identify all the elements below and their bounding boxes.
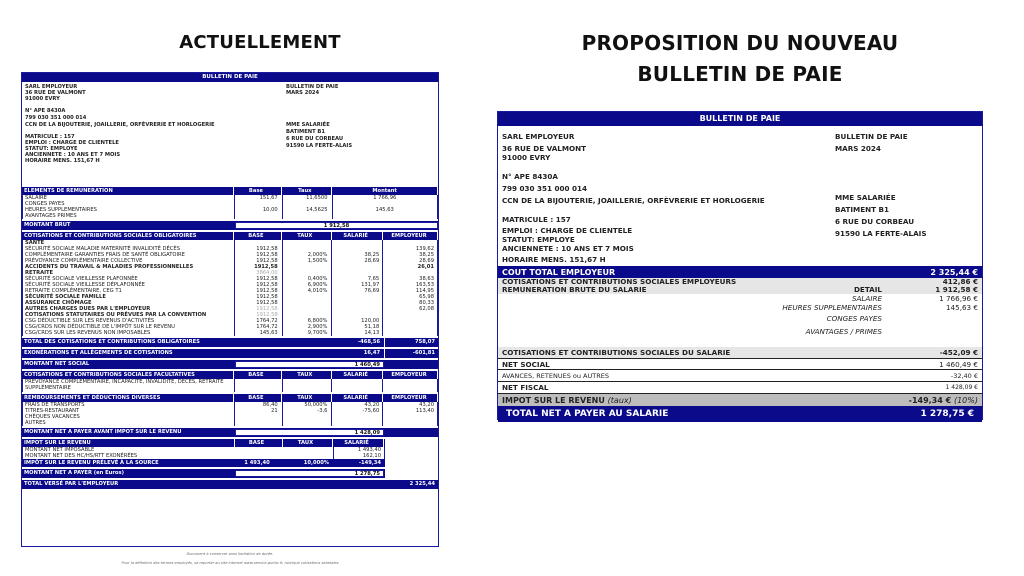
pas-row: IMPÔT SUR LE REVENU PRÉLEVÉ À LA SOURCE 1 493,40 10,000% -149,34 [22, 459, 385, 467]
table-row: ASSURANCE CHÔMAGE 1912,58 80,33 [23, 300, 438, 306]
remboursements-body [22, 402, 438, 426]
total-verse-row: TOTAL VERSÉ PAR L'EMPLOYEUR 2 325,44 [22, 480, 438, 489]
employer-ccn: CCN DE LA BIJOUTERIE, JOAILLERIE, ORFÈVRERIE ET HORLOGERIE [25, 122, 215, 128]
table-row: CSG DÉDUCTIBLE SUR LES REVENUS D'ACTIVITÉS 1764,72 6,800% 120,00 [23, 318, 438, 324]
employer-ccn: CCN DE LA BIJOUTERIE, JOAILLERIE, ORFÈVRERIE ET HORLOGERIE [502, 196, 765, 205]
table-row: COMPLÉMENTAIRE GARANTIES FRAIS DE SANTÉ OBLIGATOIRE 1912,58 2,000% 38,25 38,25 [23, 252, 438, 258]
table-row: MONTANT NET IMPOSABLE 1 493,40 [23, 447, 385, 453]
table-row: PRÉVOYANCE COMPLÉMENTAIRE, INCAPACITÉ, INVALIDITÉ, DÉCÈS, RETRAITE SUPPLÉMENTAIRE [23, 379, 438, 392]
net-a-payer-row: MONTANT NET A PAYER (en Euros) 1 278,75 [22, 469, 385, 478]
table-row: SÉCURITÉ SOCIALE MALADIE MATERNITÉ INVALIDITÉ DÉCÈS 1912,58 139,62 [23, 246, 438, 252]
employer-siret: 799 030 351 000 014 [25, 115, 87, 121]
cout-total-row: COUT TOTAL EMPLOYEUR 2 325,44 € [498, 266, 982, 278]
table-row: SÉCURITÉ SOCIALE VIEILLESSE PLAFONNÉE 1912,58 0,400% 7,65 38,63 [23, 276, 438, 282]
impot-header: IMPOT SUR LE REVENU BASE TAUX SALARIÉ [22, 439, 385, 447]
table-row: ACCIDENTS DU TRAVAIL & MALADIES PROFESSIONNELLES 1912,58 26,01 [23, 264, 438, 270]
employee-address1: BATIMENT B1 [286, 129, 325, 135]
heading-proposal-line2: BULLETIN DE PAIE [637, 62, 843, 86]
total-net-row: TOTAL NET A PAYER AU SALARIE 1 278,75 € [498, 406, 982, 422]
heading-current: ACTUELLEMENT [179, 32, 341, 53]
employer-ape: N° APE 8430A [502, 172, 558, 181]
avances-row: AVANCES, RETENUES ou AUTRES -32,40 € [498, 369, 982, 381]
employee-address2: 6 RUE DU CORBEAU [835, 217, 915, 226]
employee-anciennete: ANCIENNETE : 10 ANS ET 7 MOIS [25, 152, 121, 158]
remboursements-header: REMBOURSEMENTS ET DÉDUCTIONS DIVERSES BASE TAUX SALARIÉ EMPLOYEUR [22, 394, 438, 402]
employee-matricule: MATRICULE : 157 [25, 134, 75, 140]
table-row: COTISATIONS STATUTAIRES OU PRÉVUES PAR LA CONVENTION 1912,58 [23, 312, 438, 318]
employee-address1: BATIMENT B1 [835, 205, 890, 214]
exonerations-row: EXONÉRATIONS ET ALLÈGEMENTS DE COTISATIONS 16,47 -601,81 [22, 349, 438, 358]
footer-note-1: Document à conserver sans limitation de durée. [186, 552, 274, 556]
employee-name: MME SALARIÉE [286, 122, 330, 128]
net-avant-impot-row: MONTANT NET A PAYER AVANT IMPOT SUR LE REVENU 1 428,09 [22, 428, 438, 437]
doc-type: BULLETIN DE PAIE [286, 84, 339, 90]
payslip-header [498, 126, 982, 266]
employee-name: MME SALARIÉE [835, 193, 896, 202]
employee-statut: STATUT: EMPLOYE [25, 146, 78, 152]
remuneration-header: ELEMENTS DE REMUNERATION Base Taux Montant [22, 187, 438, 195]
employee-statut: STATUT: EMPLOYE [502, 235, 575, 244]
montant-brut-row: MONTANT BRUT 1 912,58 [22, 221, 438, 230]
employee-anciennete: ANCIENNETE : 10 ANS ET 7 MOIS [502, 244, 634, 253]
remuneration-body [22, 195, 438, 219]
table-row: CONGES PAYES [23, 201, 438, 207]
table-row: RETRAITE 3864,00 [23, 270, 438, 276]
payslip-title: BULLETIN DE PAIE [22, 73, 438, 82]
employer-address1: 36 RUE DE VALMONT [502, 144, 587, 153]
cotis-salarie-row: COTISATIONS ET CONTRIBUTIONS SOCIALES DU SALARIE -452,09 € [498, 347, 982, 358]
net-social-row: MONTANT NET SOCIAL 1 460,49 [22, 360, 438, 369]
brut-row: REMUNERATION BRUTE DU SALARIE DETAIL 1 912,58 € [498, 286, 982, 294]
table-row: MONTANT NET DES HC/HS/RTT EXONÉRÉES 162,10 [23, 453, 385, 459]
table-row: SÉCURITÉ SOCIALE VIEILLESSE DÉPLAFONNÉE 1912,58 6,900% 131,97 163,53 [23, 282, 438, 288]
employee-horaire: HORAIRE MENS. 151,67 H [25, 158, 100, 164]
impot-row: IMPOT SUR LE REVENU (taux) -149,34 € (10%) [498, 393, 982, 406]
table-row: PRÉVOYANCE COMPLÉMENTAIRE COLLECTIVE 1912,58 1,500% 28,69 28,69 [23, 258, 438, 264]
obligatoires-header: COTISATIONS ET CONTRIBUTIONS SOCIALES OBLIGATOIRES BASE TAUX SALARIÉ EMPLOYEUR [22, 232, 438, 240]
table-row: AUTRES [23, 420, 438, 426]
table-row: RETRAITE COMPLÉMENTAIRE, CEG T1 1912,58 4,010% 76,69 114,95 [23, 288, 438, 294]
employer-name: SARL EMPLOYEUR [25, 84, 78, 90]
net-fiscal-row: NET FISCAL 1 428,09 € [498, 381, 982, 393]
heading-proposal [540, 28, 940, 90]
employer-address2: 91000 EVRY [25, 96, 60, 102]
proposed-payslip [497, 111, 983, 420]
facultatives-header: COTISATIONS ET CONTRIBUTIONS SOCIALES FACULTATIVES BASE TAUX SALARIÉ EMPLOYEUR [22, 371, 438, 379]
table-row: CSG/CRDS SUR LES REVENUS NON IMPOSABLES 145,63 9,700% 14,13 [23, 330, 438, 336]
total-obligatoires-row: TOTAL DES COTISATIONS ET CONTRIBUTIONS OBLIGATOIRES -468,56 758,07 [22, 338, 438, 347]
table-row: AUTRES CHARGES DUES PAR L'EMPLOYEUR 1912,58 62,08 [23, 306, 438, 312]
cotis-employeur-row: COTISATIONS ET CONTRIBUTIONS SOCIALES EMPLOYEURS 412,86 € [498, 278, 982, 286]
current-payslip [21, 72, 439, 565]
employee-emploi: EMPLOI : CHARGE DE CLIENTELE [502, 226, 633, 235]
net-social-row: NET SOCIAL 1 460,49 € [498, 358, 982, 369]
doc-type: BULLETIN DE PAIE [835, 132, 908, 141]
table-row: CHÈQUES VACANCES [23, 414, 438, 420]
heading-proposal-line1: PROPOSITION DU NOUVEAU [581, 31, 899, 55]
table-row: AVANTAGES PRIMES [23, 213, 438, 219]
doc-period: MARS 2024 [286, 90, 320, 96]
employer-siret: 799 030 351 000 014 [502, 184, 588, 193]
table-row: SÉCURITÉ SOCIALE FAMILLE 1912,58 65,98 [23, 294, 438, 300]
employee-address3: 91590 LA FERTE-ALAIS [835, 229, 927, 238]
doc-period: MARS 2024 [835, 144, 881, 153]
employer-ape: N° APE 8430A [25, 108, 66, 114]
footer-note-2: Pour la définition des termes employés, se reporter au site internet www.service-public.fr, rubrique cotisations salariales [121, 561, 339, 565]
employer-name: SARL EMPLOYEUR [502, 132, 575, 141]
employee-address3: 91590 LA FERTE-ALAIS [286, 143, 353, 149]
payslip-header [22, 82, 438, 185]
table-row: FRAIS DE TRANSPORTS 86,40 50,000% 43,20 43,20 [23, 402, 438, 408]
table-row: SANTÉ [23, 240, 438, 246]
employee-address2: 6 RUE DU CORBEAU [286, 136, 344, 142]
brut-detail: SALAIRE 1 766,96 € HEURES SUPPLEMENTAIRES 145,63 € CONGES PAYES AVANTAGES / PRIMES [782, 294, 978, 336]
employee-matricule: MATRICULE : 157 [502, 215, 571, 224]
obligatoires-body [22, 240, 438, 336]
employee-emploi: EMPLOI : CHARGE DE CLIENTELE [25, 140, 119, 146]
table-row: SALAIRE 151,67 11,6500 1 766,96 [23, 195, 438, 201]
table-row: HEURES SUPPLEMENTAIRES 10,00 14,5625 145,63 [23, 207, 438, 213]
facultatives-body [22, 379, 438, 392]
employer-address1: 36 RUE DE VALMONT [25, 90, 86, 96]
table-row: CSG/CRDS NON DÉDUCTIBLE DE L'IMPÔT SUR LE REVENU 1764,72 2,900% 51,18 [23, 324, 438, 330]
employer-address2: 91000 EVRY [502, 153, 551, 162]
table-row: TITRES-RESTAURANT 21 -3,6 -75,60 113,40 [23, 408, 438, 414]
impot-body [22, 447, 385, 459]
payslip-title: BULLETIN DE PAIE [498, 112, 982, 126]
employee-horaire: HORAIRE MENS. 151,67 H [502, 255, 606, 264]
